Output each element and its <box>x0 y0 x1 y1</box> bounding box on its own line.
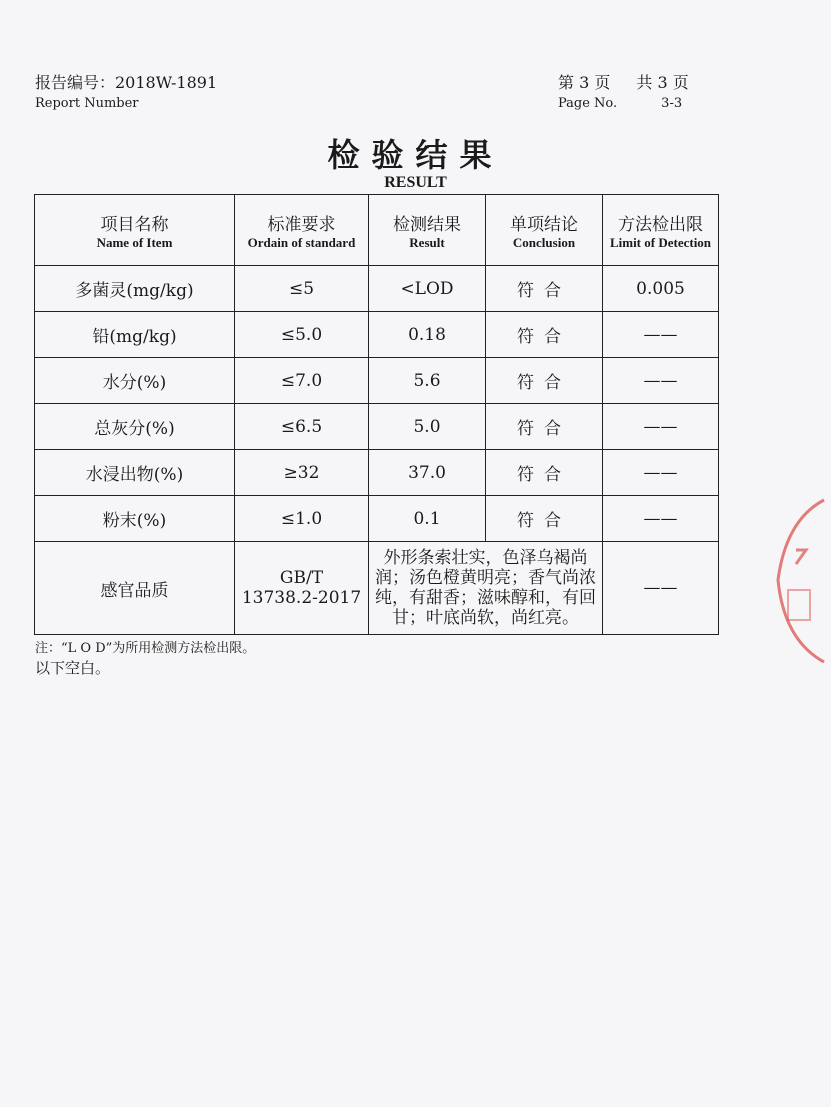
cell-conclusion: 符合 <box>486 358 603 404</box>
cell-result: 5.6 <box>369 358 486 404</box>
cell-conclusion: 符合 <box>486 404 603 450</box>
page-label: 第 3 页 <box>558 73 611 92</box>
report-number-en: Report Number <box>35 96 139 111</box>
cell-lod: 0.005 <box>603 266 719 312</box>
red-seal-stamp-fragment <box>766 490 826 670</box>
cell-item: 总灰分(%) <box>35 404 235 450</box>
col-header-standard: 标准要求 Ordain of standard <box>235 195 369 266</box>
table-row-sensory <box>35 542 719 635</box>
cell-result: 37.0 <box>369 450 486 496</box>
cell-item: 多菌灵(mg/kg) <box>35 266 235 312</box>
page-subtitle: RESULT <box>384 174 447 191</box>
cell-result: 5.0 <box>369 404 486 450</box>
cell-item: 铅(mg/kg) <box>35 312 235 358</box>
cell-standard: ≤1.0 <box>235 496 369 542</box>
cell-item: 感官品质 <box>35 542 235 635</box>
cell-conclusion: 符合 <box>486 496 603 542</box>
cell-conclusion: 符合 <box>486 450 603 496</box>
cell-lod: —— <box>603 404 719 450</box>
cell-lod: —— <box>603 358 719 404</box>
cell-standard: ≤5.0 <box>235 312 369 358</box>
cell-lod: —— <box>603 312 719 358</box>
page-title: 检验结果 <box>327 136 504 174</box>
cell-conclusion: 符合 <box>486 312 603 358</box>
page-no-en: Page No. <box>558 96 618 111</box>
cell-standard: ≤5 <box>235 266 369 312</box>
page-number-block <box>558 70 718 111</box>
cell-standard: ≤7.0 <box>235 358 369 404</box>
col-header-item: 项目名称 Name of Item <box>35 195 235 266</box>
cell-result: <LOD <box>369 266 486 312</box>
cell-result: 0.18 <box>369 312 486 358</box>
cell-lod: —— <box>603 450 719 496</box>
col-header-lod: 方法检出限 Limit of Detection <box>603 195 719 266</box>
cell-result: 0.1 <box>369 496 486 542</box>
footnote: 注：“L O D”为所用检测方法检出限。 <box>35 641 256 656</box>
cell-lod: —— <box>603 496 719 542</box>
table-row <box>35 450 719 496</box>
col-header-result: 检测结果 Result <box>369 195 486 266</box>
table-header-row <box>35 195 719 266</box>
table-row <box>35 404 719 450</box>
cell-standard: ≤6.5 <box>235 404 369 450</box>
result-table <box>34 194 719 635</box>
table-row <box>35 358 719 404</box>
standard-line-2: 13738.2-2017 <box>241 588 362 608</box>
report-number: 报告编号：2018W-1891 <box>35 73 218 92</box>
standard-line-1: GB/T <box>279 568 324 588</box>
cell-item: 粉末(%) <box>35 496 235 542</box>
col-header-conclusion: 单项结论 Conclusion <box>486 195 603 266</box>
blank-below-note: 以下空白。 <box>35 659 111 677</box>
cell-sensory-description: 外形条索壮实，色泽乌褐尚润；汤色橙黄明亮；香气尚浓纯，有甜香；滋味醇和，有回甘；叶底尚软，尚红亮。 <box>369 542 603 635</box>
total-pages-label: 共 3 页 <box>636 73 689 92</box>
table-row <box>35 496 719 542</box>
cell-standard: ≥32 <box>235 450 369 496</box>
cell-lod: —— <box>603 542 719 635</box>
cell-standard <box>235 542 369 635</box>
cell-item: 水浸出物(%) <box>35 450 235 496</box>
page-no-value: 3-3 <box>661 96 683 111</box>
report-number-block <box>35 70 217 111</box>
table-row <box>35 312 719 358</box>
cell-conclusion: 符合 <box>486 266 603 312</box>
table-row <box>35 266 719 312</box>
cell-item: 水分(%) <box>35 358 235 404</box>
